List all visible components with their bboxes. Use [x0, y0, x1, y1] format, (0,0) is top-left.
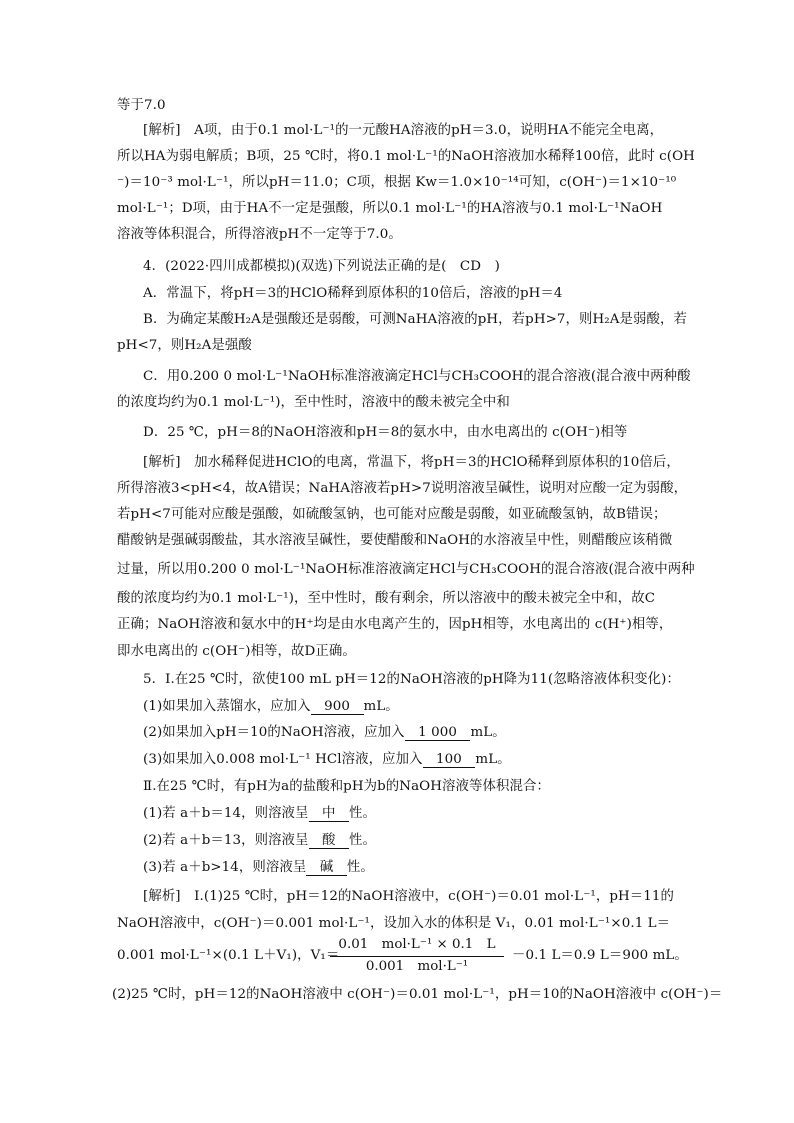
sub-question: (1)如果加入蒸馏水，应加入 900 mL。 [143, 699, 399, 714]
answer-blank: 100 [422, 752, 476, 767]
analysis-line: 所以HA为弱电解质；B项，25 ℃时，将0.1 mol·L⁻¹的NaOH溶液加水稀释100倍，此时 c(OH [117, 149, 695, 164]
analysis-line: 所得溶液3<pH<4，故A错误；NaHA溶液若pH>7说明溶液呈碱性，说明对应酸一定为弱酸， [117, 481, 688, 496]
analysis-line: 若pH<7可能对应酸是强酸，如硫酸氢钠，也可能对应酸是弱酸，如亚硫酸氢钠，故B错误； [117, 507, 667, 522]
analysis-line-tail: －0.1 L＝0.9 L＝900 mL。 [512, 948, 688, 963]
analysis-line: ⁻)＝10⁻³ mol·L⁻¹，所以pH＝11.0；C项，根据 Kw＝1.0×10⁻¹⁴可知，c(OH⁻)＝1×10⁻¹⁰ [117, 175, 677, 190]
analysis-line: (2)25 ℃时，pH＝12的NaOH溶液中 c(OH⁻)＝0.01 mol·L⁻¹，pH＝10的NaOH溶液中 c(OH⁻)＝ [112, 987, 723, 1002]
text-line: 等于7.0 [117, 98, 166, 113]
question-5-stem: 5．Ⅰ.在25 ℃时，欲使100 mL pH＝12的NaOH溶液的pH降为11(忽略溶液体积变化)： [143, 672, 680, 687]
analysis-line: 0.001 mol·L⁻¹×(0.1 L＋V₁)，V₁＝ [117, 948, 340, 963]
analysis-line: [解析] A项，由于0.1 mol·L⁻¹的一元酸HA溶液的pH＝3.0，说明HA不能完全电离， [143, 123, 664, 138]
answer-blank: 酸 [308, 833, 350, 848]
fraction-numerator: 0.01 mol·L⁻¹ × 0.1 L [338, 937, 496, 952]
answer-blank: 中 [308, 806, 350, 821]
sub-question: (3)若 a＋b>14，则溶液呈 碱 性。 [143, 860, 374, 875]
analysis-line: [解析] Ⅰ.(1)25 ℃时，pH＝12的NaOH溶液中，c(OH⁻)＝0.01 mol·L⁻¹，pH＝11的 [143, 889, 674, 904]
sub-question: (2)若 a＋b＝13，则溶液呈 酸 性。 [143, 833, 377, 848]
analysis-line: 酸的浓度均约为0.1 mol·L⁻¹)，至中性时，酸有剩余，所以溶液中的酸未被完全中和，故C [117, 591, 656, 606]
fraction-expression [328, 937, 506, 975]
analysis-line: 醋酸钠是强碱弱酸盐，其水溶液呈碱性，要使醋酸和NaOH的水溶液呈中性，则醋酸应该稍微 [117, 533, 673, 548]
fraction-denominator: 0.001 mol·L⁻¹ [365, 959, 469, 974]
fraction-bar [330, 956, 504, 957]
sub-question: (3)如果加入0.008 mol·L⁻¹ HCl溶液，应加入 100 mL。 [143, 752, 511, 767]
option-a: A．常温下，将pH＝3的HClO稀释到原体积的10倍后，溶液的pH＝4 [143, 286, 563, 301]
option-b-cont: pH<7，则H₂A是强酸 [117, 338, 252, 353]
option-c-cont: 的浓度均约为0.1 mol·L⁻¹)，至中性时，溶液中的酸未被完全中和 [117, 395, 510, 410]
analysis-line: 即水电离出的 c(OH⁻)相等，故D正确。 [117, 644, 356, 659]
analysis-line: [解析] 加水稀释促进HClO的电离，常温下，将pH＝3的HClO稀释到原体积的10倍后， [143, 455, 680, 470]
question-5-part2-stem: Ⅱ.在25 ℃时，有pH为a的盐酸和pH为b的NaOH溶液等体积混合： [143, 779, 550, 794]
analysis-line: mol·L⁻¹；D项，由于HA不一定是强酸，所以0.1 mol·L⁻¹的HA溶液与0.1 mol·L⁻¹NaOH [117, 201, 663, 216]
option-c: C．用0.200 0 mol·L⁻¹NaOH标准溶液滴定HCl与CH₃COOH的混合溶液(混合液中两种酸 [143, 369, 691, 384]
analysis-line: 溶液等体积混合，所得溶液pH不一定等于7.0。 [117, 227, 402, 242]
sub-question: (1)若 a＋b＝14，则溶液呈 中 性。 [143, 806, 377, 821]
option-d: D．25 ℃，pH＝8的NaOH溶液和pH＝8的氨水中，由水电离出的 c(OH⁻)相等 [143, 425, 628, 440]
sub-question: (2)如果加入pH＝10的NaOH溶液，应加入 1 000 mL。 [143, 725, 506, 740]
answer-blank: 碱 [306, 860, 347, 875]
analysis-line: 正确；NaOH溶液和氨水中的H⁺均是由水电离产生的，因pH相等，水电离出的 c(H⁺)相等， [117, 617, 673, 632]
answer-blank: 900 [310, 699, 364, 714]
analysis-line: NaOH溶液中，c(OH⁻)＝0.001 mol·L⁻¹，设加入水的体积是 V₁，0.01 mol·L⁻¹×0.1 L＝ [117, 916, 671, 931]
analysis-line: 过量，所以用0.200 0 mol·L⁻¹NaOH标准溶液滴定HCl与CH₃COOH的混合溶液(混合液中两种 [117, 562, 695, 577]
option-b: B．为确定某酸H₂A是强酸还是弱酸，可测NaHA溶液的pH，若pH>7，则H₂A是弱酸，若 [143, 312, 687, 327]
answer-blank: 1 000 [404, 725, 471, 740]
question-4-stem: 4．(2022·四川成都模拟)(双选)下列说法正确的是( CD ) [143, 259, 500, 274]
